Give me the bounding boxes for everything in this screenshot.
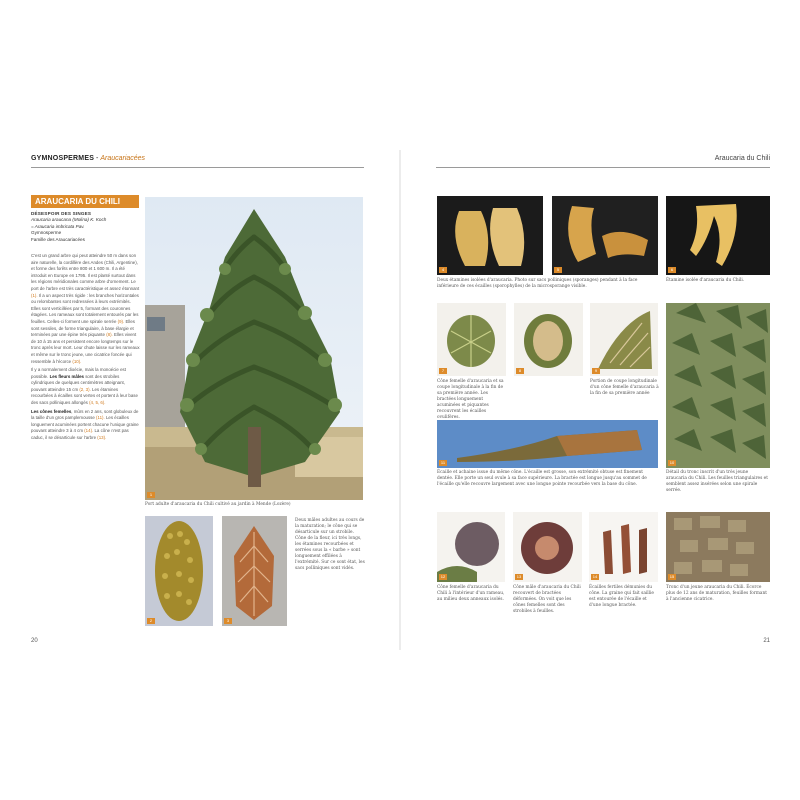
family-name: Famille des Araucariacées	[31, 236, 85, 242]
photo-number: 10	[669, 460, 675, 465]
caption-cone-bracts: Cône mâle d'araucaria du Chili recouvert de bractées déformées. On voit que les cônes femelles sont des strobiles à feuilles.	[513, 585, 581, 614]
photo-male-cone	[145, 516, 213, 626]
bark-illustration	[666, 512, 770, 582]
group-name: Gymnosperme	[31, 230, 62, 236]
paragraph: Les cônes femelles, mûrs en 2 ans, sont globuleux de la taille d'un gros pamplemousse (11). Les écailles longuement acuminées portent chacune l'unique graine pouvant atteindre 3 à 4 cm (14). La cône n'est pas caduc, il se désarticule sur l'arbre (13).	[31, 408, 139, 441]
header-family: Araucariacées	[100, 155, 146, 162]
photo-number: 11	[440, 460, 446, 465]
photo-number: 6	[668, 267, 676, 273]
caption-stamens: Deux étamines isolées d'araucaria. Photo sur sacs polliniques (sporanges) pendant à la face inférieure de ces écailles (sporophylles) de la microsporange visible.	[437, 278, 638, 289]
photo-male-cone-bracts	[513, 512, 582, 582]
photo-number: 4	[439, 267, 447, 273]
tree-illustration	[145, 197, 363, 500]
single-stamen-illustration	[666, 196, 770, 275]
photo-stamens-pair	[437, 196, 543, 275]
paragraph: C'est un grand arbre qui peut atteindre 50 m dans son aire naturelle, la cordillère des Andes (Chili, Argentine), et forme des forêts entre 800 et 1 600 m. Il a été introduit en Europe en 1795. Il est planté surtout dans les régions méridionales comme arbre d'ornement. Le port de l'arbre est très caractéristique et assez étonnant (1). Il a un aspect très rigide : les branches horizontales ou relombantes sont redressées à leurs extrémités. Elles sont verticillées par 5, formant des couronnes étagées. Les rameaux sont totalement entourés par les feuilles. Celles-ci forment une spirale serrée (9). Elles sont sessiles, de forme triangulaire, à base élargie et terminées par une épine très piquante (8). Elles vivent de 10 à 15 ans et persistent encore longtemps sur le tronc après leur mort. Leur chute laisse sur les rameaux et même sur le tronc jeune, une cicatrice foncée qui ressemble à l'écorce (10).	[31, 253, 140, 364]
photo-stamens-detail	[552, 196, 658, 275]
young-cone-illustration	[437, 303, 506, 376]
caption-cone-portion: Portion de coupe longitudinale d'un cône femelle d'araucaria à la fin de sa première année	[590, 379, 659, 396]
caption-cones: Deux mâles adultes au cours de la maturation; le cône qui se désarticule sur un strobile. Cône de la fleur, ici très longs, les étamines recourbées et serrées sous la « barbe » sont longuement effilées à l'extrémité. Sur ce sont état, les sacs polliniques sont vidés.	[295, 518, 365, 571]
photo-cone-section	[222, 516, 287, 626]
photo-female-cone-branch	[437, 512, 505, 582]
header-rule-left	[31, 167, 364, 168]
entry-synonyms	[31, 211, 141, 243]
caption-seeds: Écailles fertiles démunies du cône. La graine qui fait saillie est entourée de l'écaille et d'une longue bractée.	[589, 585, 654, 608]
latin-name: Araucaria araucana (Molina) K. Koch	[31, 217, 107, 223]
body-text	[31, 253, 141, 444]
stamens-detail-illustration	[552, 196, 658, 275]
photo-number: 14	[592, 574, 598, 579]
photo-scale	[437, 420, 658, 468]
photo-number: 3	[224, 618, 232, 624]
paragraph: Il y a normalement dioécie, mais la monoécie est possible. Les fleurs mâles sont des strobiles cylindriques de quelques centimètres atteignant, pouvant atteindre 15 cm (2, 3). Les étamines recourbées à écailles sont vertes et portent à leur base des sacs polliniques allongés (4, 5, 6).	[31, 367, 138, 406]
photo-number: 8	[516, 368, 524, 374]
page-number-right: 21	[763, 638, 770, 644]
caption-young-cone: Cône femelle d'araucaria et sa coupe longitudinale à la fin de sa première année. Les bractées longuement acuminées et piquantes recouvrent les écailles ovulifères.	[437, 379, 504, 420]
photo-number: 1	[147, 492, 155, 498]
caption-scale: Écaille et achaine issue du même cône. L'écaille est grosse, son extrémité obtuse est finement dentée. Elle porte un seul ovule à sa face supérieure. La bractée est longue jusqu'au sommet de l'écaille qu'elle recouvre largement avec une longue pointe recourbée vers la base du cône.	[437, 470, 647, 487]
caption-trunk-leaves: Détail du tronc inscrit d'un très jeune araucaria du Chili. Les feuilles triangulaires et semblent assez insérées selon une spirale serrée.	[666, 470, 768, 493]
common-name: DÉSESPOIR DES SINGES	[31, 211, 92, 216]
cone-portion-illustration	[590, 303, 658, 376]
trunk-leaves-illustration	[666, 303, 770, 468]
running-header-left	[31, 155, 145, 162]
photo-single-stamen	[666, 196, 770, 275]
cone-branch-illustration	[437, 512, 505, 582]
photo-female-cone-young	[437, 303, 506, 376]
page-number-left: 20	[31, 638, 38, 644]
photo-female-cone-cut	[514, 303, 583, 376]
photo-number: 7	[439, 368, 447, 374]
caption-tree: Port adulte d'araucaria du Chili cultivé au jardin à Mende (Lozère)	[145, 502, 291, 507]
photo-number: 12	[440, 574, 446, 579]
caption-trunk-bark: Tronc d'un jeune araucaria du Chili. Écorce plus de 12 ans de maturation, feuilles formant à l'ancienne cicatrice.	[666, 585, 767, 602]
photo-cone-portion	[590, 303, 658, 376]
stamens-illustration	[437, 196, 543, 275]
photo-number: 5	[554, 267, 562, 273]
photo-trunk-bark	[666, 512, 770, 582]
seeds-illustration	[589, 512, 658, 582]
cone-cut-illustration	[514, 303, 583, 376]
entry-title: ARAUCARIA DU CHILI	[31, 195, 139, 208]
header-separator: -	[94, 155, 101, 162]
photo-seeds	[589, 512, 658, 582]
photo-number: 9	[592, 368, 600, 374]
caption-cone-branch: Cône femelle d'araucaria du Chili à l'intérieur d'un rameau, au milieu deux anneaux isolés.	[437, 585, 505, 602]
header-section: GYMNOSPERMES	[31, 155, 95, 162]
photo-trunk-leaves	[666, 303, 770, 468]
photo-number: 15	[669, 574, 675, 579]
cone-section-illustration	[222, 516, 287, 626]
book-gutter	[399, 150, 401, 650]
photo-number: 2	[147, 618, 155, 624]
caption-single-stamen: Étamine isolée d'araucaria du Chili.	[666, 278, 745, 283]
photo-tree	[145, 197, 363, 500]
header-rule-right	[436, 167, 770, 168]
synonym-name: = Araucaria imbricata Pav.	[31, 223, 85, 229]
cone-bracts-illustration	[513, 512, 582, 582]
scale-illustration	[437, 420, 658, 468]
cone-illustration	[145, 516, 213, 626]
photo-number: 13	[516, 574, 522, 579]
running-header-right: Araucaria du Chili	[714, 155, 770, 162]
